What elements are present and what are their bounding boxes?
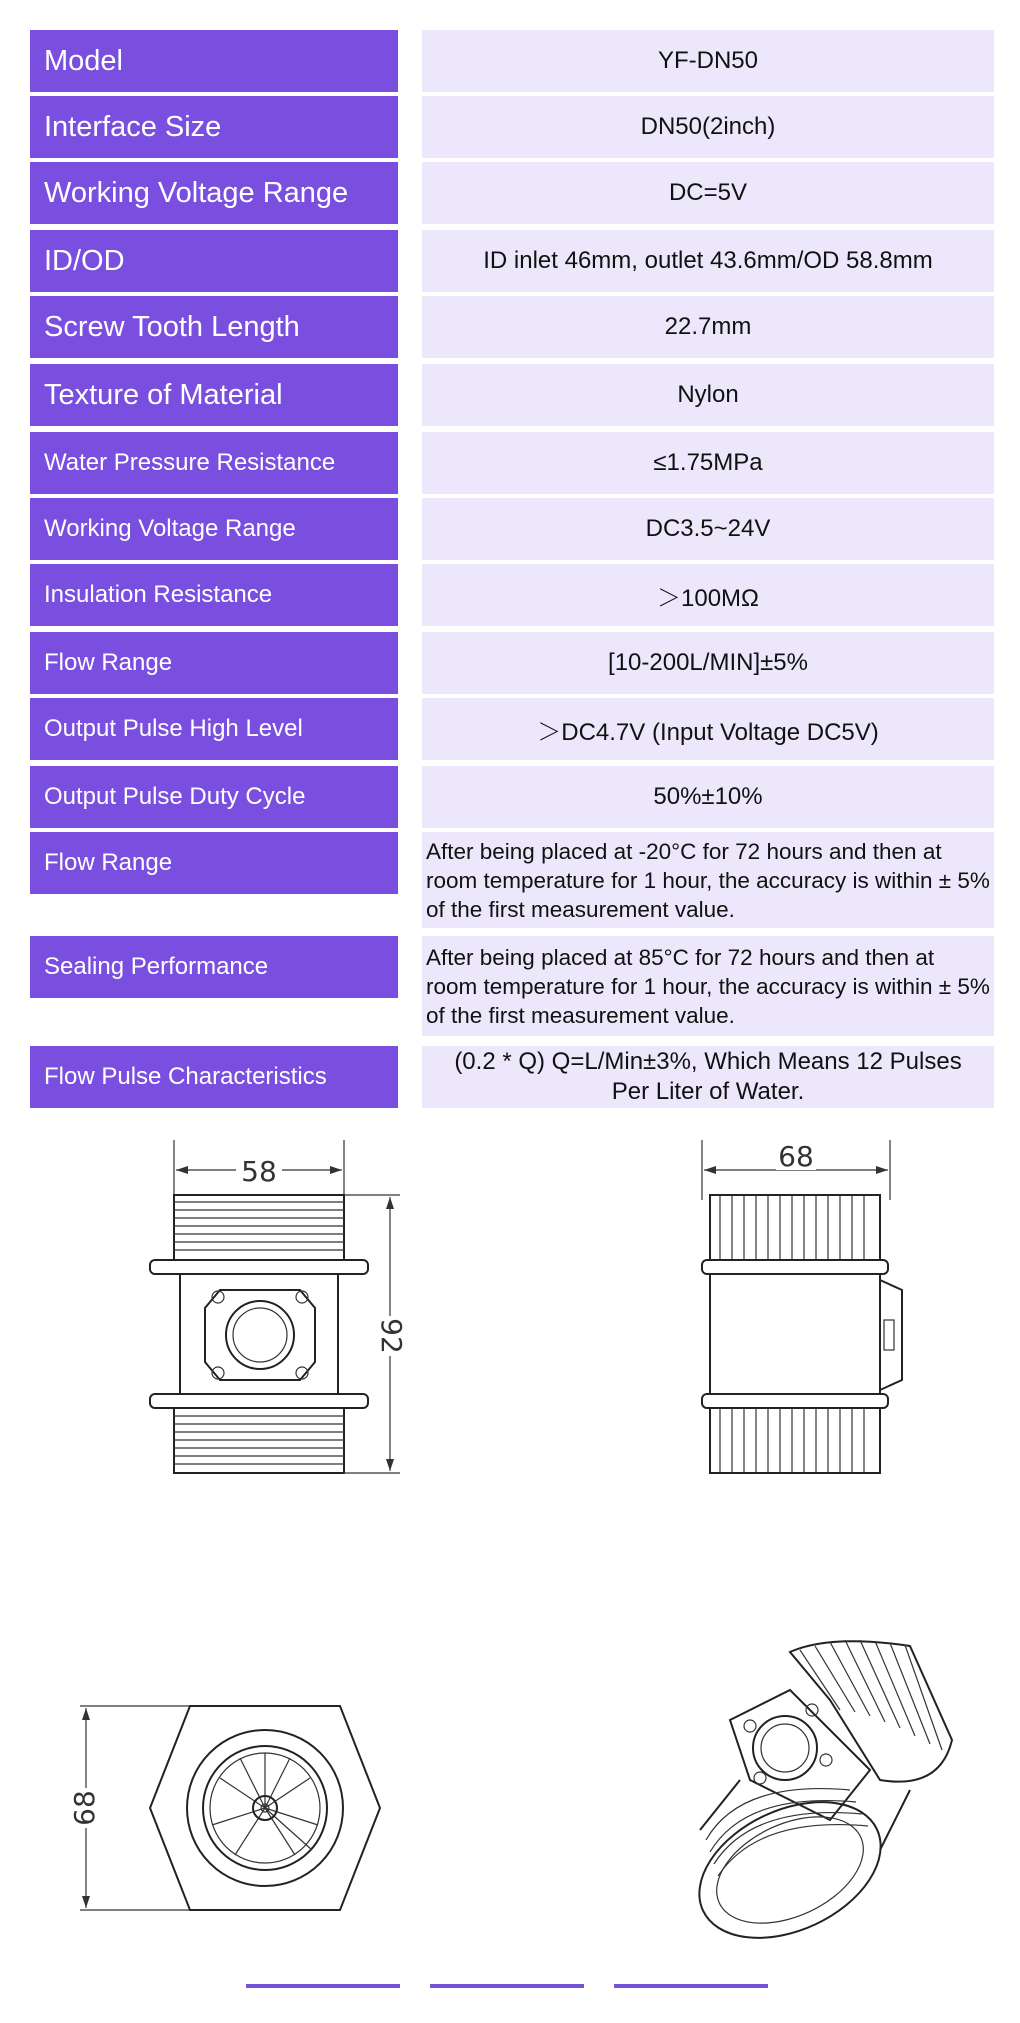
spec-value: (0.2 * Q) Q=L/Min±3%, Which Means 12 Pulses Per Liter of Water. bbox=[422, 1046, 994, 1108]
spec-value: 22.7mm bbox=[422, 296, 994, 358]
end-height-label: 68 bbox=[68, 1790, 101, 1826]
front-view-drawing bbox=[140, 1140, 460, 1480]
spec-value: DC3.5~24V bbox=[422, 498, 994, 560]
spec-key: Working Voltage Range bbox=[30, 162, 398, 224]
page-indicator-bar-2[interactable] bbox=[430, 1984, 584, 1988]
spec-key: Insulation Resistance bbox=[30, 564, 398, 626]
spec-key: Flow Range bbox=[30, 832, 398, 894]
spec-key: Model bbox=[30, 30, 398, 92]
page-indicator-bar-3[interactable] bbox=[614, 1984, 768, 1988]
spec-key: Water Pressure Resistance bbox=[30, 432, 398, 494]
spec-key: Texture of Material bbox=[30, 364, 398, 426]
spec-key: Output Pulse Duty Cycle bbox=[30, 766, 398, 828]
spec-key: Flow Range bbox=[30, 632, 398, 694]
spec-value: ID inlet 46mm, outlet 43.6mm/OD 58.8mm bbox=[422, 230, 994, 292]
spec-value: Nylon bbox=[422, 364, 994, 426]
spec-value: [10-200L/MIN]±5% bbox=[422, 632, 994, 694]
spec-value: After being placed at -20°C for 72 hours and then at room temperature for 1 hour, the accuracy is within ± 5% of the first measurement value. bbox=[422, 832, 994, 928]
end-view-drawing bbox=[50, 1690, 390, 1930]
spec-key: ID/OD bbox=[30, 230, 398, 292]
spec-value: YF-DN50 bbox=[422, 30, 994, 92]
spec-value: After being placed at 85°C for 72 hours and then at room temperature for 1 hour, the accuracy is within ± 5% of the first measurement value. bbox=[422, 936, 994, 1036]
spec-key: Output Pulse High Level bbox=[30, 698, 398, 760]
side-view-drawing bbox=[680, 1140, 940, 1480]
page-indicator-bar-1[interactable] bbox=[246, 1984, 400, 1988]
front-height-label: 92 bbox=[375, 1318, 408, 1354]
spec-key: Flow Pulse Characteristics bbox=[30, 1046, 398, 1108]
spec-key: Screw Tooth Length bbox=[30, 296, 398, 358]
isometric-view-drawing bbox=[680, 1630, 960, 1940]
spec-value: ＞100MΩ bbox=[422, 564, 994, 626]
spec-value: ≤1.75MPa bbox=[422, 432, 994, 494]
spec-key: Working Voltage Range bbox=[30, 498, 398, 560]
spec-key: Interface Size bbox=[30, 96, 398, 158]
spec-key: Sealing Performance bbox=[30, 936, 398, 998]
side-width-label: 68 bbox=[778, 1140, 814, 1173]
spec-value: 50%±10% bbox=[422, 766, 994, 828]
spec-value: ＞DC4.7V (Input Voltage DC5V) bbox=[422, 698, 994, 760]
spec-value: DC=5V bbox=[422, 162, 994, 224]
front-width-label: 58 bbox=[241, 1155, 277, 1188]
spec-value: DN50(2inch) bbox=[422, 96, 994, 158]
